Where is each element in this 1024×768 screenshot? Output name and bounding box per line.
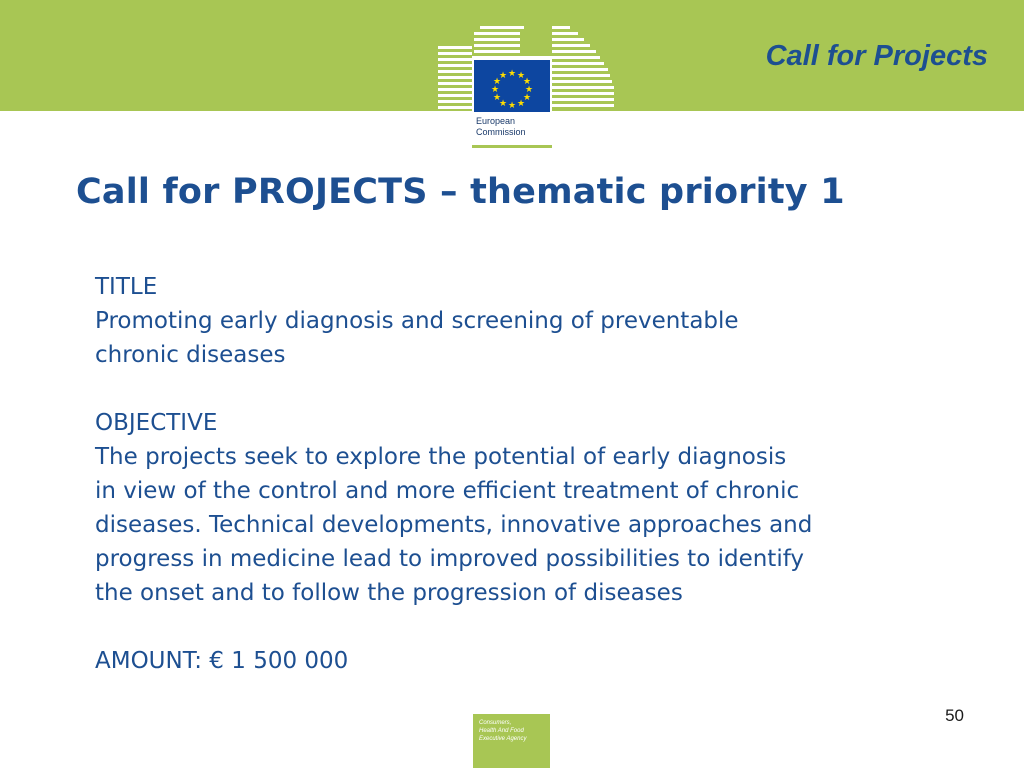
- page-number: 50: [945, 706, 964, 725]
- section-heading-title: TITLE: [95, 274, 158, 300]
- svg-text:★: ★: [516, 99, 526, 109]
- section-heading-objective: OBJECTIVE: [95, 410, 218, 436]
- logo-text-line2: Commission: [476, 127, 526, 137]
- header-title: Call for Projects: [765, 40, 988, 72]
- agency-text-line: Consumers,: [479, 720, 512, 726]
- european-commission-logo: [434, 22, 618, 150]
- body-line: chronic diseases: [95, 342, 286, 368]
- logo-text-line1: European: [476, 116, 516, 126]
- svg-text:★: ★: [524, 85, 534, 95]
- svg-text:★: ★: [507, 101, 517, 111]
- body-line: in view of the control and more efficient treatment of chronic: [95, 478, 800, 504]
- svg-text:★: ★: [522, 93, 532, 103]
- svg-text:★: ★: [492, 77, 502, 87]
- svg-text:★: ★: [498, 71, 508, 81]
- body-line: Promoting early diagnosis and screening of preventable: [95, 308, 739, 334]
- svg-text:★: ★: [490, 85, 500, 95]
- slide-title: Call for PROJECTS – thematic priority 1: [76, 172, 845, 212]
- svg-text:★: ★: [507, 69, 517, 79]
- svg-text:★: ★: [516, 71, 526, 81]
- agency-logo: [473, 714, 550, 768]
- amount-line: AMOUNT: € 1 500 000: [95, 648, 349, 674]
- svg-text:★: ★: [492, 93, 502, 103]
- body-line: progress in medicine lead to improved possibilities to identify: [95, 546, 805, 572]
- agency-text-line: Health And Food: [479, 728, 524, 734]
- body-line: The projects seek to explore the potential of early diagnosis: [95, 444, 787, 470]
- slide-body: [95, 270, 995, 678]
- agency-text-line: Executive Agency: [479, 736, 527, 742]
- body-line: the onset and to follow the progression of diseases: [95, 580, 683, 606]
- building-right-icon: [552, 26, 614, 107]
- body-line: diseases. Technical developments, innovative approaches and: [95, 512, 813, 538]
- svg-text:★: ★: [498, 99, 508, 109]
- svg-text:★: ★: [522, 77, 532, 87]
